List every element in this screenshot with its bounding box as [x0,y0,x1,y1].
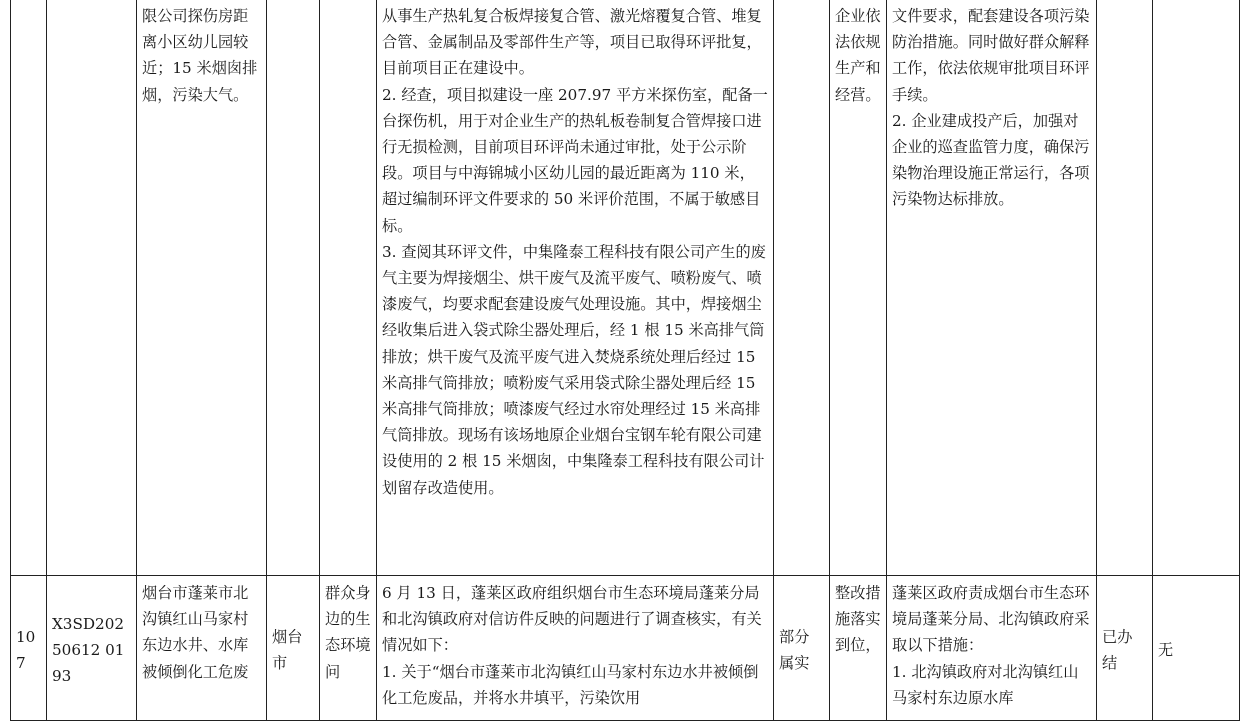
petition-table [10,0,1240,721]
cell-city [267,0,320,576]
cell-location: 限公司探伤房距离小区幼儿园较近；15 米烟囱排烟，污染大气。 [137,0,267,576]
cell-measures [887,576,1097,721]
cell-status: 整改措施落实到位， [830,576,887,721]
cell-type [320,0,377,576]
cell-verdict: 部分属实 [774,576,830,721]
cell-accountability [1153,0,1240,576]
measures-paragraph: 蓬莱区政府责成烟台市生态环境局蓬莱分局、北沟镇政府采取以下措施： [892,584,1090,655]
cell-status: 企业依法依规生产和经营。 [830,0,887,576]
measures-paragraph: 1. 北沟镇政府对北沟镇红山马家村东边原水库 [892,662,1079,707]
table-row [11,0,1240,576]
investigation-paragraph: 1. 关于“烟台市蓬莱市北沟镇红山马家村东边水井被倾倒化工危废品，并将水井填平，污染饮用 [382,662,759,707]
cell-location: 烟台市蓬莱市北沟镇红山马家村东边水井、水库被倾倒化工危废 [137,576,267,721]
measures-paragraph: 2. 企业建成投产后，加强对企业的巡查监管力度，确保污染物治理设施正常运行，各项污染物达标排放。 [892,111,1090,209]
investigation-paragraph: 从事生产热轧复合板焊接复合管、激光熔覆复合管、堆复合管、金属制品及零部件生产等，项目已取得环评批复，目前项目正在建设中。 [382,7,762,78]
investigation-paragraph: 3. 查阅其环评文件，中集隆泰工程科技有限公司产生的废气主要为焊接烟尘、烘干废气及流平废气、喷粉废气、喷漆废气，均要求配套建设废气处理设施。其中，焊接烟尘经收集后进入袋式除尘器处理后，经 1 根 15 米高排气筒排放；烘干废气及流平废气进入焚烧系统处理后经过 15 米高排气筒排放；喷粉废气采用袋式除尘器处理后经 15 米高排气筒排放；喷漆废气经过水帘处理经过 15 米高排气筒排放。现场有该场地原企业烟台宝钢车轮有限公司建设使用的 2 根 15 米烟囱，中集隆泰工程科技有限公司计划留存改造使用。 [382,242,766,497]
cell-no: 107 [11,576,47,721]
cell-code: X3SD20250612 0193 [47,576,137,721]
investigation-paragraph: 6 月 13 日，蓬莱区政府组织烟台市生态环境局蓬莱分局和北沟镇政府对信访件反映的问题进行了调查核实，有关情况如下： [382,584,762,655]
cell-no [11,0,47,576]
investigation-paragraph: 2. 经查，项目拟建设一座 207.97 平方米探伤室，配备一台探伤机，用于对企业生产的热轧板卷制复合管焊接口进行无损检测，目前项目环评尚未通过审批，处于公示阶段。项目与中海锦城小区幼儿园的最近距离为 110 米，超过编制环评文件要求的 50 米评价范围，不属于敏感目标。 [382,85,768,235]
cell-accountability: 无 [1153,576,1240,721]
cell-code [47,0,137,576]
cell-city: 烟台市 [267,576,320,721]
cell-type: 群众身边的生态环境问 [320,576,377,721]
table-row [11,576,1240,721]
cell-result [1097,0,1153,576]
cell-result: 已办结 [1097,576,1153,721]
cell-investigation [377,0,774,576]
cell-verdict [774,0,830,576]
measures-paragraph: 文件要求，配套建设各项污染防治措施。同时做好群众解释工作，依法依规审批项目环评手续。 [892,7,1090,104]
cell-investigation [377,576,774,721]
cell-measures [887,0,1097,576]
